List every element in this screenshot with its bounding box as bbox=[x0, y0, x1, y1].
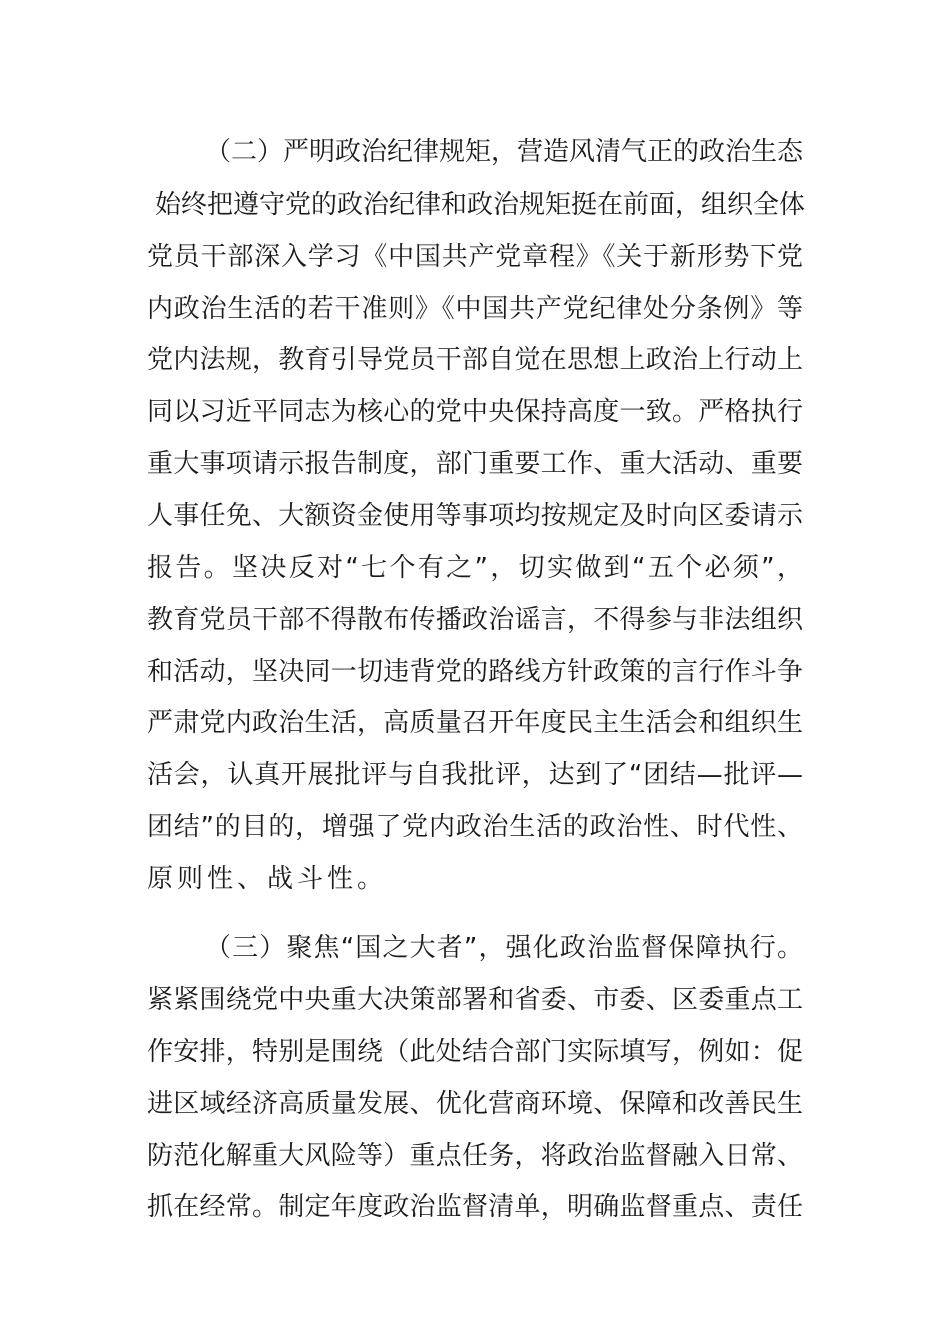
text-line: 原则性、战斗性。 bbox=[147, 864, 388, 894]
text-line: 同以习近平同志为核心的党中央保持高度一致。严格执行 bbox=[147, 397, 803, 427]
text-line: 重大事项请示报告制度，部门重要工作、重大活动、重要 bbox=[147, 449, 803, 479]
text-line: 党内法规，教育引导党员干部自觉在思想上政治上行动上 bbox=[147, 345, 803, 375]
text-line: 和活动，坚决同一切违背党的路线方针政策的言行作斗争 bbox=[147, 657, 803, 687]
text-line: 内政治生活的若干准则》《中国共产党纪律处分条例》等 bbox=[147, 294, 803, 324]
text-line: 紧紧围绕党中央重大决策部署和省委、市委、区委重点工 bbox=[147, 985, 803, 1015]
text-line: 人事任免、大额资金使用等事项均按规定及时向区委请示 bbox=[147, 501, 803, 531]
text-line: 始终把遵守党的政治纪律和政治规矩挺在前面，组织全体 bbox=[155, 190, 806, 220]
text-line: 活会，认真开展批评与自我批评，达到了“团结—批评— bbox=[147, 760, 803, 790]
text-line: 防范化解重大风险等）重点任务，将政治监督融入日常、 bbox=[147, 1141, 803, 1171]
text-line: 抓在经常。制定年度政治监督清单，明确监督重点、责任 bbox=[147, 1192, 803, 1222]
text-line: 团结”的目的，增强了党内政治生活的政治性、时代性、 bbox=[147, 812, 803, 842]
text-line: 作安排，特别是围绕（此处结合部门实际填写，例如：促 bbox=[147, 1037, 803, 1067]
text-line: 党员干部深入学习《中国共产党章程》《关于新形势下党 bbox=[147, 242, 803, 272]
text-line: 报告。坚决反对“七个有之”，切实做到“五个必须”， bbox=[147, 553, 803, 583]
section-2-heading: （二）严明政治纪律规矩，营造风清气正的政治生态 bbox=[205, 137, 804, 167]
text-line: 严肃党内政治生活，高质量召开年度民主生活会和组织生 bbox=[147, 708, 803, 738]
text-line: 进区域经济高质量发展、优化营商环境、保障和改善民生 bbox=[147, 1089, 803, 1119]
section-3-heading: （三）聚焦“国之大者”，强化政治监督保障执行。 bbox=[205, 933, 803, 963]
text-line: 教育党员干部不得散布传播政治谣言，不得参与非法组织 bbox=[147, 605, 803, 635]
